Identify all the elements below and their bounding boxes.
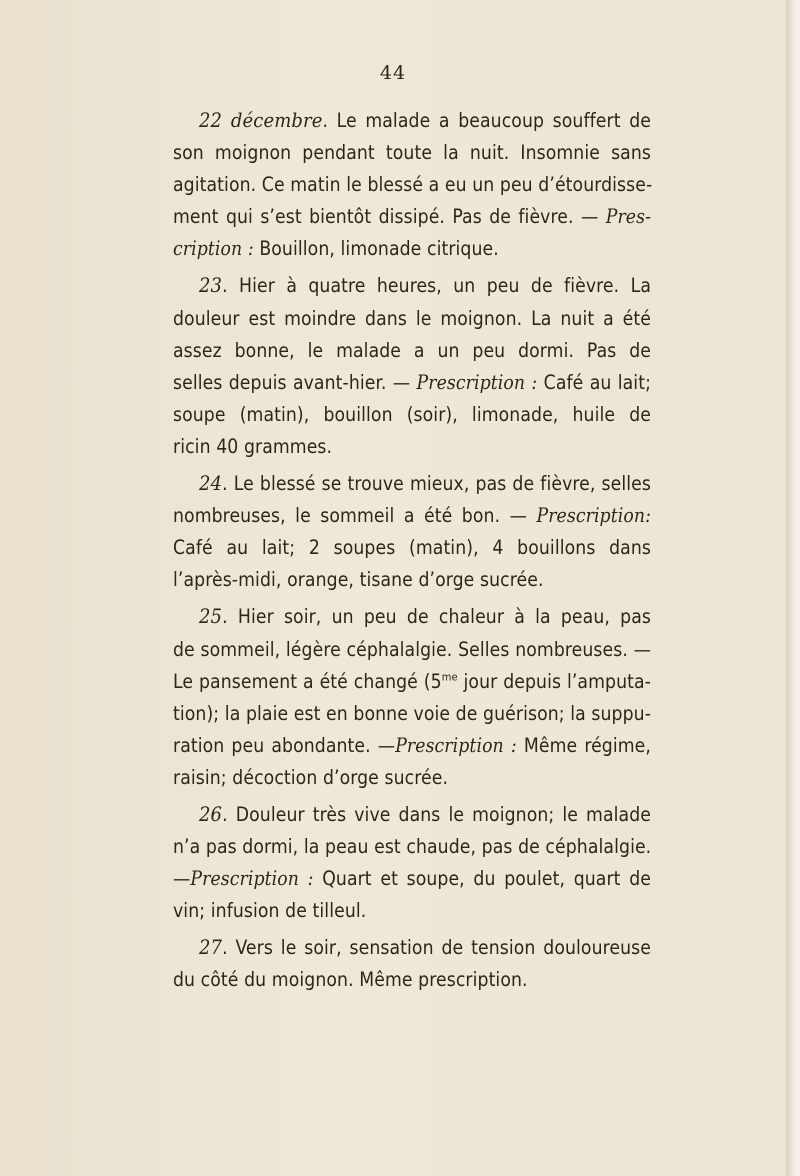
page-edge xyxy=(786,0,800,1176)
paragraph-25 xyxy=(173,600,651,794)
text-line xyxy=(173,467,651,500)
line-text: selles depuis avant-hier. — xyxy=(173,370,417,394)
paragraph-27 xyxy=(173,931,651,996)
entry-date: 26 xyxy=(199,801,223,826)
prescription-label: Pres- xyxy=(605,205,651,229)
text-line xyxy=(173,169,651,201)
paragraph-22-december xyxy=(173,104,651,265)
line-text: Le pansement a été changé (5 xyxy=(173,669,442,693)
entry-date: 27 xyxy=(199,935,223,960)
page-body xyxy=(173,104,651,1001)
line-text: vin; infusion de tilleul. xyxy=(173,899,367,923)
text-line xyxy=(173,863,651,895)
text-line xyxy=(173,666,651,698)
line-text: agitation. Ce matin le blessé a eu un peu d’étourdisse- xyxy=(173,173,653,197)
text-line xyxy=(173,831,651,863)
line-text: . Le malade a beaucoup souffert de xyxy=(322,109,651,132)
entry-date: 24 xyxy=(199,471,223,496)
line-text: ration peu abondante. — xyxy=(173,733,396,757)
prescription-label: cription : xyxy=(173,237,254,261)
line-text: n’a pas dormi, la peau est chaude, pas de céphalalgie. xyxy=(173,835,652,859)
line-text: tion); la plaie est en bonne voie de guérison; la suppu- xyxy=(173,701,652,725)
line-text: de sommeil, légère céphalalgie. Selles nombreuses. — xyxy=(173,637,651,661)
line-text: ricin 40 grammes. xyxy=(173,434,333,458)
line-text: douleur est moindre dans le moignon. La nuit a été xyxy=(173,306,651,330)
line-text: Café au lait; xyxy=(537,370,651,394)
text-line xyxy=(173,730,651,762)
line-text: assez bonne, le malade a un peu dormi. Pas de xyxy=(173,338,651,362)
superscript: me xyxy=(441,670,458,684)
entry-date: 23 xyxy=(199,273,223,298)
text-line xyxy=(173,964,651,996)
prescription-label: Prescription : xyxy=(416,370,538,394)
line-text: . Douleur très vive dans le moignon; le malade xyxy=(222,802,651,826)
line-text: nombreuses, le sommeil a été bon. — xyxy=(173,504,537,528)
text-line xyxy=(173,399,651,431)
line-text: ment qui s’est bientôt dissipé. Pas de fièvre. — xyxy=(173,205,606,229)
line-text: Même régime, xyxy=(516,733,651,757)
text-line xyxy=(173,233,651,265)
line-text: soupe (matin), bouillon (soir), limonade, huile de xyxy=(173,402,651,426)
line-text: . Le blessé se trouve mieux, pas de fièvre, selles xyxy=(222,472,651,496)
text-line xyxy=(173,104,651,137)
text-line xyxy=(173,137,651,169)
prescription-label: Prescription : xyxy=(395,733,517,757)
text-line xyxy=(173,532,651,564)
text-line xyxy=(173,634,651,666)
text-line xyxy=(173,431,651,463)
text-line xyxy=(173,367,651,399)
text-line xyxy=(173,335,651,367)
entry-date: 25 xyxy=(199,604,223,629)
text-line xyxy=(173,762,651,794)
paragraph-26 xyxy=(173,798,651,927)
line-text: . Hier soir, un peu de chaleur à la peau, pas xyxy=(222,605,651,629)
line-text: Bouillon, limonade citrique. xyxy=(253,237,499,261)
text-line xyxy=(173,895,651,927)
page-number: 44 xyxy=(379,62,407,84)
text-line xyxy=(173,303,651,335)
entry-date: 22 décembre xyxy=(199,108,323,132)
text-line xyxy=(173,564,651,596)
text-line xyxy=(173,269,651,302)
paragraph-23 xyxy=(173,269,651,463)
prescription-label: Prescription: xyxy=(536,504,651,528)
text-line xyxy=(173,600,651,633)
text-line xyxy=(173,798,651,831)
line-text: . Hier à quatre heures, un peu de fièvre. La xyxy=(222,274,651,298)
line-text: Café au lait; 2 soupes (matin), 4 bouillons dans xyxy=(173,536,651,560)
prescription-label: Prescription : xyxy=(190,867,314,891)
line-text: jour depuis l’amputa- xyxy=(457,669,652,693)
paragraph-24 xyxy=(173,467,651,596)
line-text: . Vers le soir, sensation de tension douloureuse xyxy=(222,936,651,960)
text-line xyxy=(173,698,651,730)
text-line xyxy=(173,500,651,532)
line-text: — xyxy=(173,867,191,891)
line-text: raisin; décoction d’orge sucrée. xyxy=(173,765,449,789)
line-text: son moignon pendant toute la nuit. Insomnie sans xyxy=(173,141,651,165)
text-line xyxy=(173,931,651,964)
line-text: Quart et soupe, du poulet, quart de xyxy=(313,867,651,891)
line-text: l’après-midi, orange, tisane d’orge sucrée. xyxy=(173,568,544,592)
line-text: du côté du moignon. Même prescription. xyxy=(173,968,528,992)
text-line xyxy=(173,201,651,233)
